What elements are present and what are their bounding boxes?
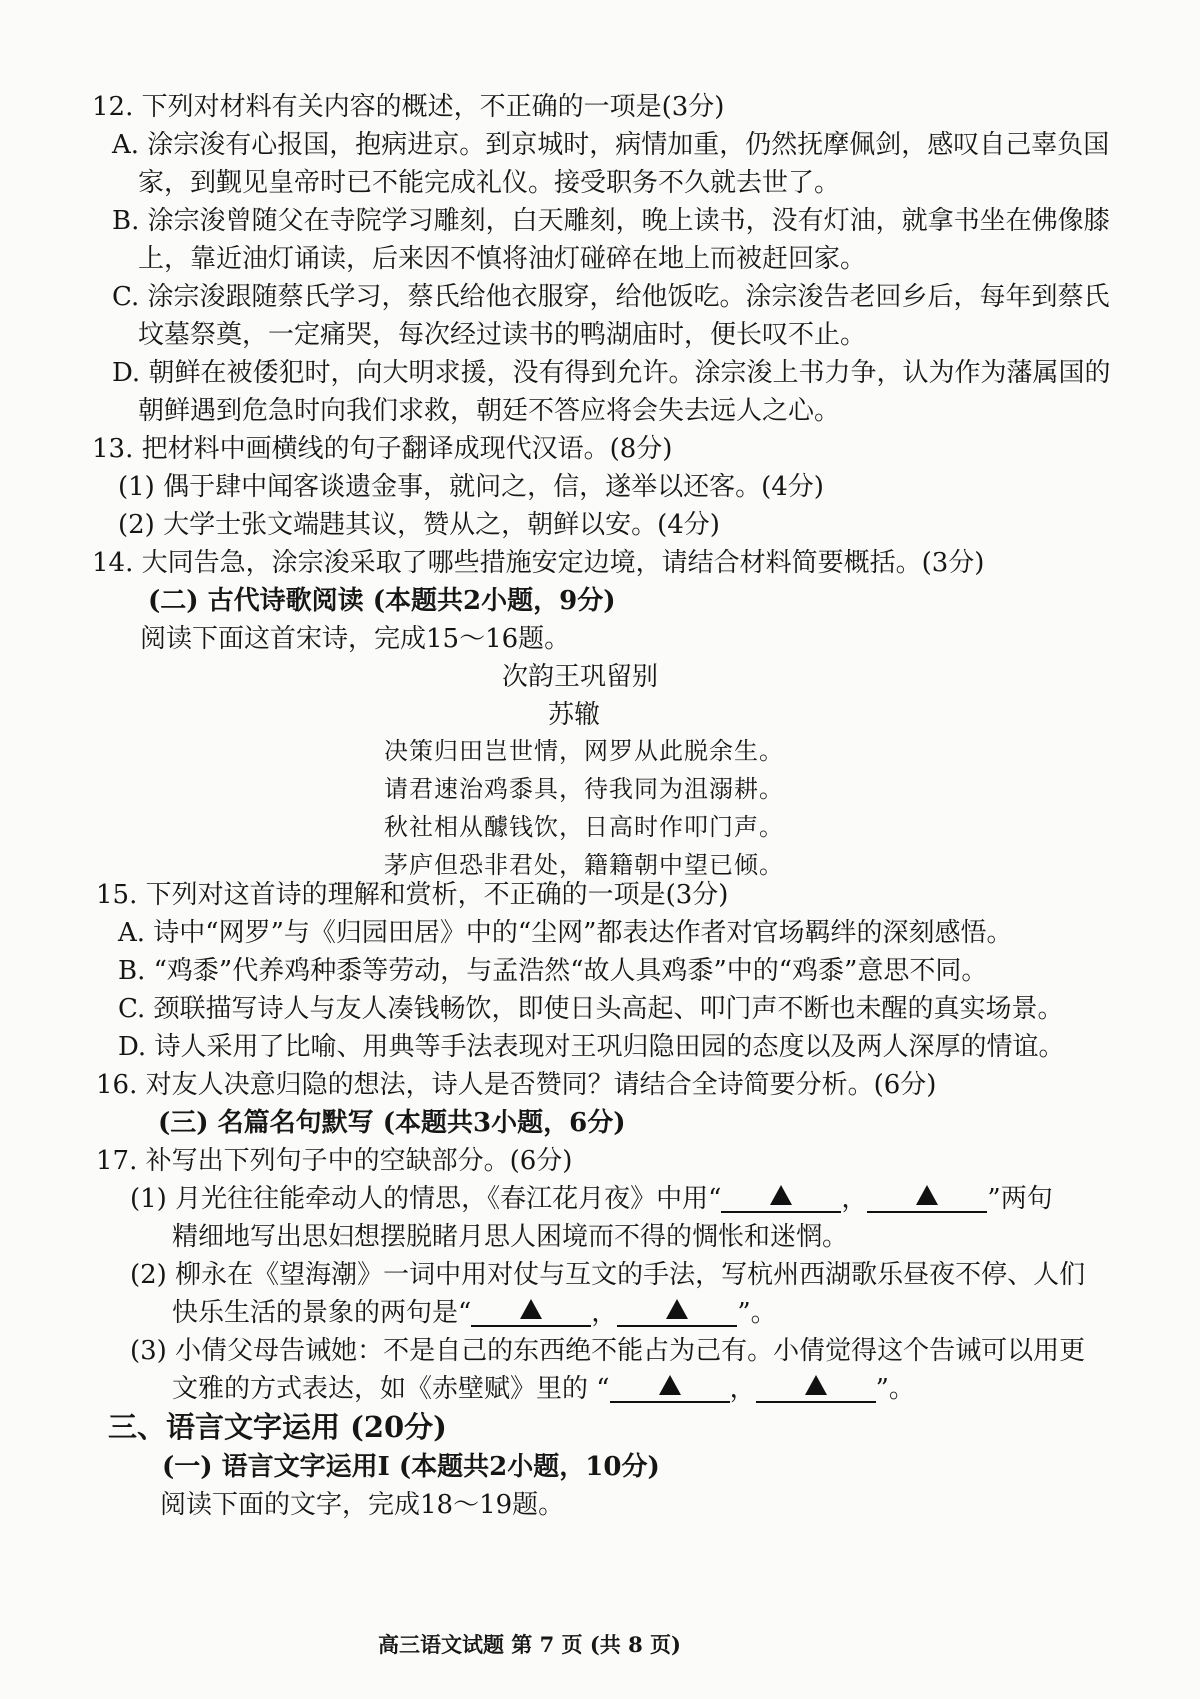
q17-blank-3[interactable] — [471, 1299, 591, 1327]
q12-option-a-line1: A. 涂宗浚有心报国，抱病进京。到京城时，病情加重，仍然抚摩佩剑，感叹自己辜负国 — [112, 130, 1110, 160]
q15-option-b: B. “鸡黍”代养鸡种黍等劳动，与孟浩然“故人具鸡黍”中的“鸡黍”意思不同。 — [118, 956, 988, 986]
triangle-icon — [659, 1375, 681, 1395]
poem-line-4: 茅庐但恐非君处，籍籍朝中望已倾。 — [384, 851, 784, 879]
q13-stem: 13. 把材料中画横线的句子翻译成现代汉语。(8分) — [92, 434, 673, 464]
triangle-icon — [805, 1375, 827, 1395]
q17-part2-text: 快乐生活的景象的两句是“ — [172, 1298, 472, 1328]
q17-part2-line2 — [172, 1296, 777, 1330]
q17-part2-line1: (2) 柳永在《望海潮》一词中用对仗与互文的手法，写杭州西湖歌乐昼夜不停、人们 — [130, 1260, 1086, 1290]
q15-option-d: D. 诗人采用了比喻、用典等手法表现对王巩归隐田园的态度以及两人深厚的情谊。 — [118, 1032, 1065, 1062]
q17-part1-line1 — [130, 1182, 1053, 1216]
q13-sentence-2: (2) 大学士张文端韪其议，赞从之，朝鲜以安。(4分) — [118, 510, 720, 540]
q17-part3-ending: ”。 — [875, 1374, 915, 1404]
poem-line-1: 决策归田岂世情，网罗从此脱余生。 — [384, 737, 784, 765]
triangle-icon — [666, 1299, 688, 1319]
section-2-title: (二) 古代诗歌阅读 (本题共2小题，9分) — [148, 586, 616, 616]
q17-part2-ending: ”。 — [737, 1298, 777, 1328]
q17-part1-separator: ， — [841, 1184, 868, 1214]
q12-option-b-line2: 上，靠近油灯诵读，后来因不慎将油灯碰碎在地上而被赶回家。 — [138, 244, 867, 274]
page-footer: 高三语文试题 第 7 页 (共 8 页) — [378, 1632, 681, 1657]
q12-option-b-line1: B. 涂宗浚曾随父在寺院学习雕刻，白天雕刻，晚上读书，没有灯油，就拿书坐在佛像膝 — [112, 206, 1110, 236]
q12-option-c-line1: C. 涂宗浚跟随蔡氏学习，蔡氏给他衣服穿，给他饭吃。涂宗浚告老回乡后，每年到蔡氏 — [112, 282, 1110, 312]
q15-option-c: C. 颈联描写诗人与友人凑钱畅饮，即使日头高起、叩门声不断也未醒的真实场景。 — [118, 994, 1064, 1024]
q14-stem: 14. 大同告急，涂宗浚采取了哪些措施安定边境，请结合材料简要概括。(3分) — [92, 548, 985, 578]
q17-part3-line1: (3) 小倩父母告诫她：不是自己的东西绝不能占为己有。小倩觉得这个告诫可以用更 — [130, 1336, 1086, 1366]
q12-option-d-line2: 朝鲜遇到危急时向我们求救，朝廷不答应将会失去远人之心。 — [138, 396, 841, 426]
q12-option-d-line1: D. 朝鲜在被倭犯时，向大明求援，没有得到允许。涂宗浚上书力争，认为作为藩属国的 — [112, 358, 1111, 388]
poem-line-2: 请君速治鸡黍具，待我同为沮溺耕。 — [384, 775, 784, 803]
q17-part1-line2: 精细地写出思妇想摆脱睹月思人困境而不得的惆怅和迷惘。 — [172, 1222, 849, 1252]
q12-option-c-line2: 坟墓祭奠，一定痛哭，每次经过读书的鸭湖庙时，便长叹不止。 — [138, 320, 867, 350]
q16-stem: 16. 对友人决意归隐的想法，诗人是否赞同？请结合全诗简要分析。(6分) — [96, 1070, 937, 1100]
q17-part3-separator: ， — [729, 1374, 756, 1404]
part-3-heading: 三、语言文字运用 (20分) — [108, 1410, 447, 1444]
q15-option-a: A. 诗中“网罗”与《归园田居》中的“尘网”都表达作者对官场羁绊的深刻感悟。 — [118, 918, 1013, 948]
q17-part1-text: (1) 月光往往能牵动人的情思，《春江花月夜》中用“ — [130, 1184, 722, 1214]
poem-author: 苏辙 — [548, 700, 601, 730]
q17-stem: 17. 补写出下列句子中的空缺部分。(6分) — [96, 1146, 573, 1176]
q12-option-a-line2: 家，到觐见皇帝时已不能完成礼仪。接受职务不久就去世了。 — [138, 168, 841, 198]
triangle-icon — [520, 1299, 542, 1319]
part-3-subsection-title: (一) 语言文字运用Ⅰ (本题共2小题，10分) — [162, 1452, 660, 1482]
q15-stem: 15. 下列对这首诗的理解和赏析，不正确的一项是(3分) — [96, 880, 729, 910]
poem-line-3: 秋社相从醵钱饮，日高时作叩门声。 — [384, 813, 784, 841]
q17-part3-line2 — [172, 1372, 915, 1406]
q17-blank-6[interactable] — [756, 1375, 876, 1403]
q17-blank-4[interactable] — [617, 1299, 737, 1327]
triangle-icon — [770, 1185, 792, 1205]
triangle-icon — [916, 1185, 938, 1205]
q17-blank-1[interactable] — [721, 1185, 841, 1213]
q13-sentence-1: (1) 偶于肆中闻客谈遗金事，就问之，信，遂举以还客。(4分) — [118, 472, 824, 502]
q17-part1-ending: ”两句 — [987, 1184, 1053, 1214]
q17-part2-separator: ， — [591, 1298, 618, 1328]
q17-blank-5[interactable] — [610, 1375, 730, 1403]
q17-blank-2[interactable] — [867, 1185, 987, 1213]
section-3-title: (三) 名篇名句默写 (本题共3小题，6分) — [158, 1108, 626, 1138]
q12-stem: 12. 下列对材料有关内容的概述，不正确的一项是(3分) — [92, 92, 725, 122]
q17-part3-text: 文雅的方式表达，如《赤壁赋》里的 “ — [172, 1374, 610, 1404]
poem-title: 次韵王巩留别 — [502, 662, 659, 692]
part-3-instructions: 阅读下面的文字，完成18～19题。 — [160, 1490, 565, 1520]
section-2-instructions: 阅读下面这首宋诗，完成15～16题。 — [140, 624, 571, 654]
